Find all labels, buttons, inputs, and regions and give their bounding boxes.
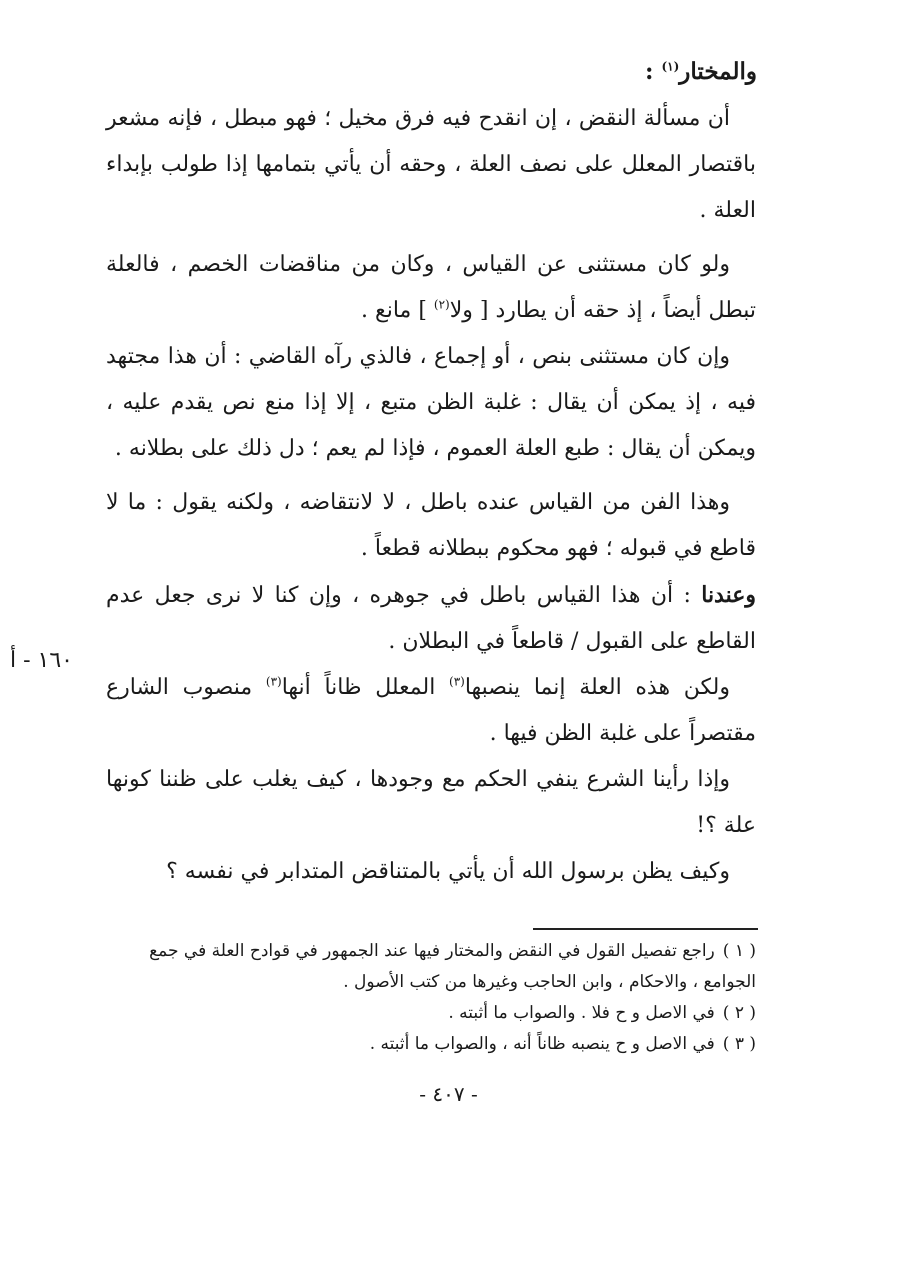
paragraph-4: وهذا الفن من القياس عنده باطل ، لا لانتقاضه ، ولكنه يقول : ما لا قاطع في قبوله ؛ فهو محكوم ببطلانه قطعاً .: [106, 490, 756, 561]
footnote-1: ( ١ )راجع تفصيل القول في النقض والمختار فيها عند الجمهور في قوادح العلة في جمع الجوامع ، والاحكام ، وابن الحاجب وغيرها من كتب الأصول .: [149, 941, 756, 992]
section-heading: [645, 52, 757, 92]
heading-suffix: :: [644, 58, 662, 85]
footnote-ref: (٣): [449, 674, 465, 689]
paragraph-2: ولو كان مستثنى عن القياس ، وكان من مناقضات الخصم ، فالعلة تبطل أيضاً ، إذ حقه أن يطارد [ ولا$^{(٢)}$ ] مانع .: [106, 252, 756, 323]
footnote-ref: (٢): [433, 297, 450, 312]
lead-word: وعندنا: [701, 582, 756, 608]
body-text: [106, 96, 756, 895]
footnote-ref: (١): [661, 59, 680, 74]
manuscript-folio-note: ١٦٠ - أ: [10, 648, 73, 673]
page-number: - ٤٠٧ -: [419, 1082, 478, 1106]
footnote-divider: [533, 928, 758, 930]
paragraph-8: وكيف يظن برسول الله أن يأتي بالمتناقض المتدابر في نفسه ؟: [166, 859, 730, 884]
footnote-ref: (٣): [265, 674, 282, 689]
heading-text: والمختار: [679, 58, 757, 85]
paragraph-6: ولكن هذه العلة إنما ينصبها$^{(٣)}$ المعلل ظاناً أنها$^{(٣)}$ منصوب الشارع مقتصراً على غلبة الظن فيها .: [106, 674, 756, 746]
footnotes: [96, 936, 756, 1060]
paragraph-3: وإن كان مستثنى بنص ، أو إجماع ، فالذي رآه القاضي : أن هذا مجتهد فيه ، إذ يمكن أن يقال : غلبة الظن متبع ، إلا إذا منع نص يقدم عليه ، ويمكن أن يقال : طبع العلة العموم ، فإذا لم يعم ؛ دل ذلك على بطلانه .: [106, 344, 756, 461]
footnote-number: ( ٢ ): [722, 1003, 756, 1023]
paragraph-1: أن مسألة النقض ، إن انقدح فيه فرق مخيل ؛ فهو مبطل ، فإنه مشعر باقتصار المعلل على نصف العلة ، وحقه أن يأتي بتمامها إذا طولب بإبداء العلة .: [106, 106, 756, 223]
paragraph-5: وعندنا : أن هذا القياس باطل في جوهره ، وإن كنا لا نرى جعل عدم القاطع على القبول / قاطعاً في البطلان .: [106, 582, 756, 654]
footnote-2: ( ٢ )في الاصل و ح فلا . والصواب ما أثبته .: [448, 1003, 756, 1023]
footnote-3: ( ٣ )في الاصل و ح ينصبه ظاناً أنه ، والصواب ما أثبته .: [369, 1034, 756, 1054]
paragraph-7: وإذا رأينا الشرع ينفي الحكم مع وجودها ، كيف يغلب على ظننا كونها علة ؟!: [106, 767, 756, 838]
footnote-number: ( ٣ ): [722, 1034, 756, 1054]
footnote-number: ( ١ ): [722, 941, 756, 961]
